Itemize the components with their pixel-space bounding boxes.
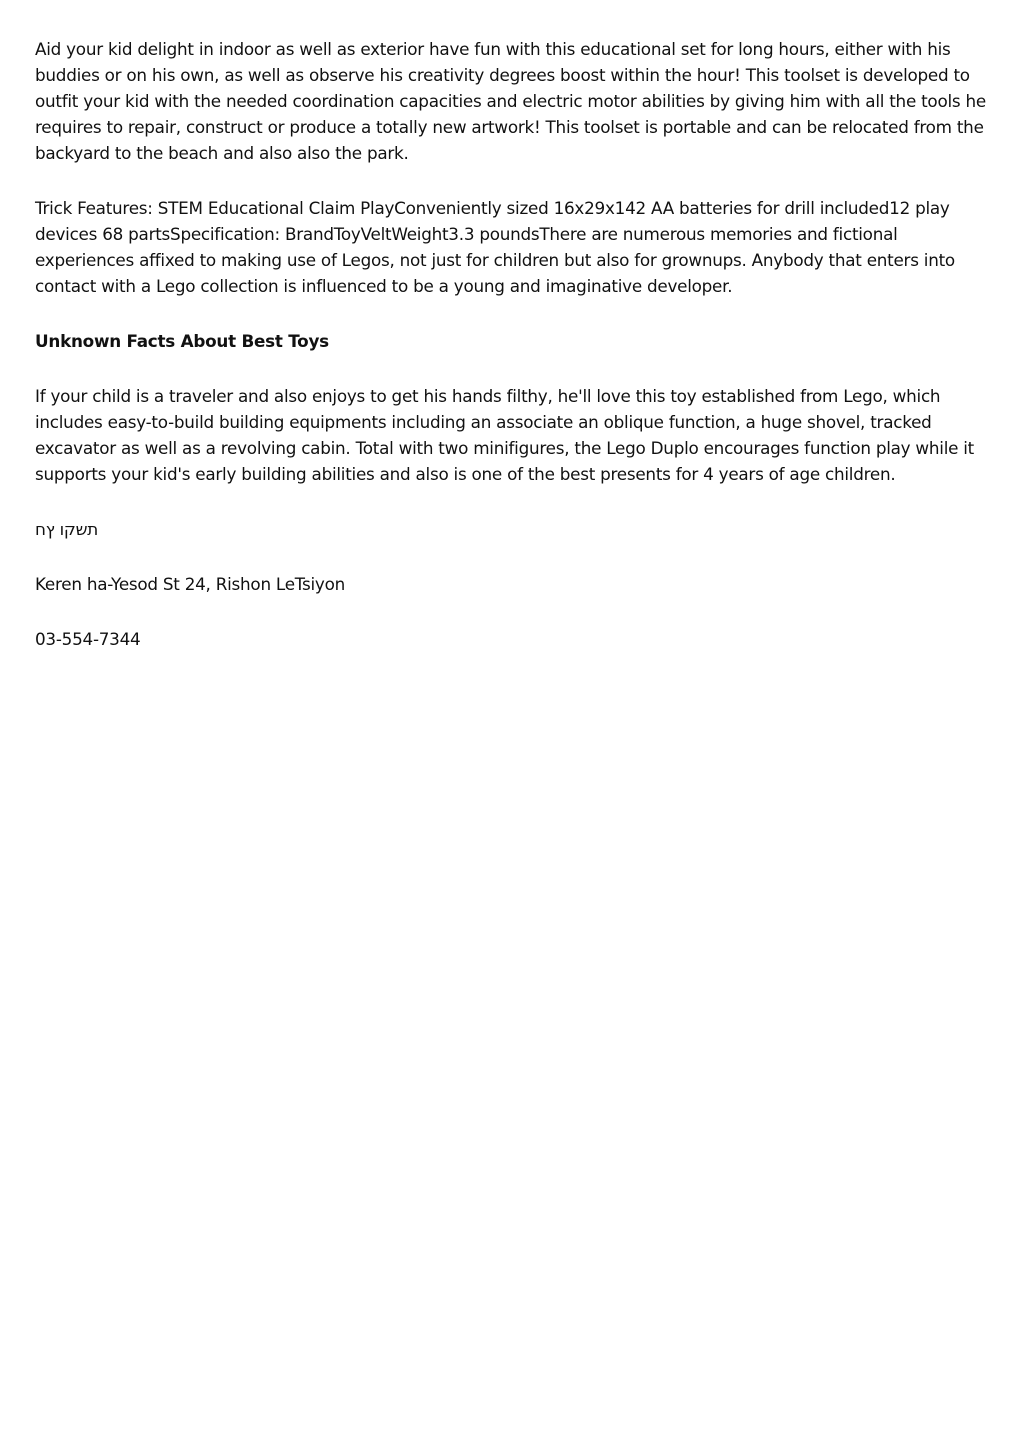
section-heading: Unknown Facts About Best Toys bbox=[35, 331, 329, 351]
business-name: תשקו ץח bbox=[35, 519, 98, 539]
features-paragraph: Trick Features: STEM Educational Claim PlayConveniently sized 16x29x142 AA batteries for drill included12 play devices 68 partsSpecification: BrandToyVeltWeight3.3 poundsThere are numerous memories and fictional experiences affixed to making use of Legos, not just for children but also for grownups. Anybody that enters into contact with a Lego collection is influenced to be a young and imaginative developer. bbox=[35, 198, 955, 296]
lego-paragraph: If your child is a traveler and also enjoys to get his hands filthy, he'll love this toy established from Lego, which includes easy-to-build building equipments including an associate an oblique function, a huge shovel, tracked excavator as well as a revolving cabin. Total with two minifigures, the Lego Duplo encourages function play while it supports your kid's early building abilities and also is one of the best presents for 4 years of age children. bbox=[35, 386, 975, 484]
intro-paragraph: Aid your kid delight in indoor as well as exterior have fun with this educational set for long hours, either with his buddies or on his own, as well as observe his creativity degrees boost within the hour! This toolset is developed to outfit your kid with the needed coordination capacities and electric motor abilities by giving him with all the tools he requires to repair, construct or produce a totally new artwork! This toolset is portable and can be relocated from the backyard to the beach and also also the park. bbox=[35, 39, 986, 163]
business-phone: 03-554-7344 bbox=[35, 629, 141, 649]
business-name-block bbox=[35, 516, 997, 542]
business-address: Keren ha-Yesod St 24, Rishon LeTsiyon bbox=[35, 574, 346, 594]
document-page bbox=[35, 36, 997, 681]
